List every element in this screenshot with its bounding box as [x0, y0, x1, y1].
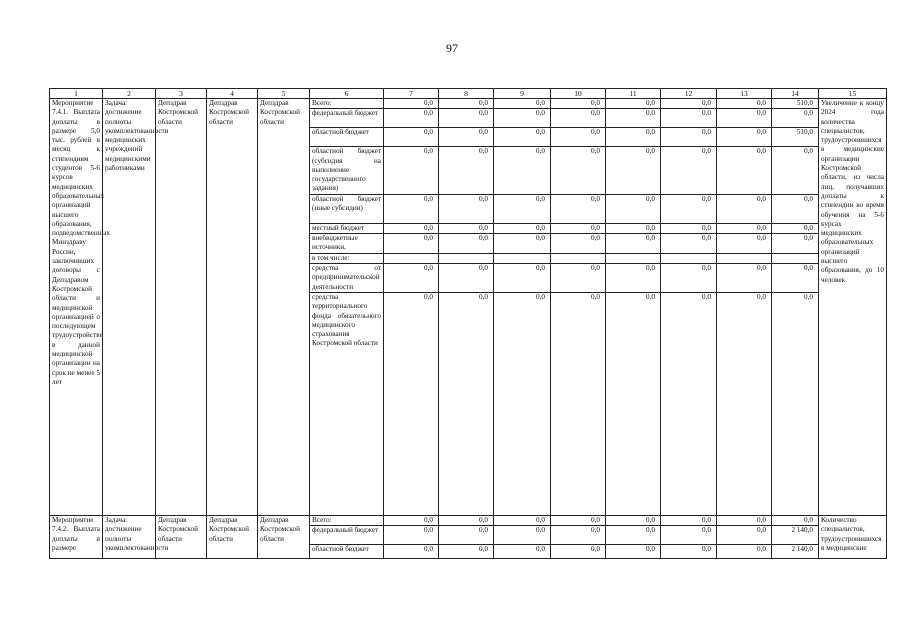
measure-7-4-2-value-year-7: 0,0	[717, 515, 772, 525]
measure-7-4-1-value-year-7: 0,0	[717, 263, 772, 292]
measure-7-4-1-value-year-7: 0,0	[717, 234, 772, 254]
measure-7-4-1-value-year-2: 0,0	[439, 99, 494, 109]
column-number-15: 15	[819, 89, 887, 99]
measure-7-4-2-value-year-1: 0,0	[384, 515, 439, 525]
measure-7-4-1-funding-source: внебюджетные источники,	[310, 234, 384, 254]
measure-7-4-1-value-year-5: 0,0	[606, 223, 661, 233]
measure-7-4-1-value-year-5: 0,0	[606, 99, 661, 109]
column-number-1: 1	[50, 89, 103, 99]
measure-7-4-1-value-year-1: 0,0	[384, 234, 439, 254]
measure-7-4-1-value-year-7	[717, 253, 772, 263]
measure-7-4-1-funding-source: областной бюджет	[310, 128, 384, 147]
column-number-7: 7	[384, 89, 439, 99]
measure-7-4-1-value-year-4: 0,0	[551, 109, 606, 128]
measure-7-4-1-value-year-3: 0,0	[494, 147, 551, 194]
measure-7-4-2-executor-1: Депздрав Костромской области	[156, 515, 207, 558]
measure-7-4-1-value-year-5: 0,0	[606, 234, 661, 254]
measure-7-4-2-measure-name: Мероприятие 7.4.2. Выплата доплаты в размере	[50, 515, 103, 558]
measure-7-4-1-funding-source: средства территориального фонда обязательного медицинского страхования Костромской области	[310, 292, 384, 515]
measure-7-4-1-value-year-1: 0,0	[384, 99, 439, 109]
measure-7-4-2-value-year-7: 0,0	[717, 545, 772, 559]
measure-7-4-2-value-year-3: 0,0	[494, 515, 551, 525]
measure-7-4-2-value-year-2: 0,0	[439, 515, 494, 525]
measure-7-4-1-value-year-2: 0,0	[439, 263, 494, 292]
measure-7-4-1-value-year-7: 0,0	[717, 128, 772, 147]
measure-7-4-1-value-year-3: 0,0	[494, 234, 551, 254]
measure-7-4-1-value-year-3: 0,0	[494, 263, 551, 292]
measure-7-4-1-value-year-5: 0,0	[606, 292, 661, 515]
column-number-2: 2	[103, 89, 156, 99]
measure-7-4-2-executor-2: Депздрав Костромской области	[207, 515, 258, 558]
measure-7-4-1-value-year-1: 0,0	[384, 147, 439, 194]
column-number-9: 9	[494, 89, 551, 99]
column-number-13: 13	[717, 89, 772, 99]
measure-7-4-1-value-year-8: 0,0	[772, 109, 819, 128]
measure-7-4-1-value-year-7: 0,0	[717, 292, 772, 515]
measure-7-4-1-value-year-4: 0,0	[551, 234, 606, 254]
measure-7-4-1-value-year-3: 0,0	[494, 223, 551, 233]
measure-7-4-1-value-year-7: 0,0	[717, 194, 772, 223]
column-number-6: 6	[310, 89, 384, 99]
measure-7-4-1-value-year-6: 0,0	[661, 292, 717, 515]
measure-7-4-1-funding-source: областной бюджет (субсидия на выполнение государственного задания)	[310, 147, 384, 194]
measure-7-4-1-value-year-8: 0,0	[772, 194, 819, 223]
column-number-12: 12	[661, 89, 717, 99]
measure-7-4-2-task: Задача: достижение полноты укомплектованности	[103, 515, 156, 558]
measure-7-4-1-value-year-6: 0,0	[661, 147, 717, 194]
measure-7-4-2-row	[50, 515, 887, 525]
measure-7-4-1-value-year-8: 510,0	[772, 99, 819, 109]
measure-7-4-1-expected-result: Увеличение к концу 2024 года количества специалистов, трудоустроившихся в медицинские организации Костромской области, из числа лиц, получавших доплаты к стипендии во время обучения на 5-6 курсах медицинских образовательных организаций высшего образования, до 10 человек	[819, 99, 887, 516]
measure-7-4-2-funding-source: Всего:	[310, 515, 384, 525]
measure-7-4-2-value-year-2: 0,0	[439, 526, 494, 545]
measure-7-4-1-value-year-7: 0,0	[717, 147, 772, 194]
measure-7-4-1-value-year-1	[384, 253, 439, 263]
measure-7-4-2-value-year-5: 0,0	[606, 526, 661, 545]
measure-7-4-2-value-year-5: 0,0	[606, 515, 661, 525]
measure-7-4-2-value-year-5: 0,0	[606, 545, 661, 559]
measure-7-4-1-value-year-2: 0,0	[439, 292, 494, 515]
measure-7-4-1-value-year-1: 0,0	[384, 223, 439, 233]
measure-7-4-1-value-year-8: 0,0	[772, 234, 819, 254]
measure-7-4-2-funding-source: федеральный бюджет	[310, 526, 384, 545]
program-table	[49, 88, 887, 559]
measure-7-4-2-value-year-8: 0,0	[772, 515, 819, 525]
measure-7-4-1-value-year-6: 0,0	[661, 194, 717, 223]
measure-7-4-1-value-year-6: 0,0	[661, 128, 717, 147]
measure-7-4-2-value-year-8: 2 140,0	[772, 545, 819, 559]
measure-7-4-1-value-year-5: 0,0	[606, 194, 661, 223]
measure-7-4-1-funding-source: средства от предпринимательской деятельности	[310, 263, 384, 292]
column-number-10: 10	[551, 89, 606, 99]
column-number-8: 8	[439, 89, 494, 99]
measure-7-4-1-value-year-6: 0,0	[661, 223, 717, 233]
measure-7-4-1-value-year-4: 0,0	[551, 99, 606, 109]
measure-7-4-1-value-year-6: 0,0	[661, 99, 717, 109]
measure-7-4-1-funding-source: в том числе:	[310, 253, 384, 263]
measure-7-4-1-value-year-1: 0,0	[384, 109, 439, 128]
measure-7-4-1-value-year-8: 510,0	[772, 128, 819, 147]
measure-7-4-2-expected-result: Количество специалистов, трудоустроившихся в медицинские	[819, 515, 887, 558]
measure-7-4-2-value-year-6: 0,0	[661, 515, 717, 525]
measure-7-4-1-value-year-3: 0,0	[494, 99, 551, 109]
measure-7-4-1-value-year-1: 0,0	[384, 263, 439, 292]
measure-7-4-1-value-year-3: 0,0	[494, 109, 551, 128]
measure-7-4-2-funding-source: областной бюджет	[310, 545, 384, 559]
measure-7-4-1-funding-source: федеральный бюджет	[310, 109, 384, 128]
measure-7-4-2-value-year-3: 0,0	[494, 526, 551, 545]
measure-7-4-1-executor-1: Депздрав Костромской области	[156, 99, 207, 516]
column-number-5: 5	[258, 89, 310, 99]
measure-7-4-1-funding-source: Всего:	[310, 99, 384, 109]
measure-7-4-1-value-year-7: 0,0	[717, 223, 772, 233]
measure-7-4-1-value-year-5: 0,0	[606, 147, 661, 194]
measure-7-4-1-value-year-5: 0,0	[606, 128, 661, 147]
measure-7-4-1-row	[50, 99, 887, 109]
measure-7-4-2-value-year-4: 0,0	[551, 545, 606, 559]
measure-7-4-1-value-year-8: 0,0	[772, 147, 819, 194]
measure-7-4-1-funding-source: местный бюджет	[310, 223, 384, 233]
measure-7-4-2-value-year-8: 2 140,0	[772, 526, 819, 545]
measure-7-4-1-value-year-2: 0,0	[439, 147, 494, 194]
measure-7-4-2-value-year-3: 0,0	[494, 545, 551, 559]
measure-7-4-1-value-year-5: 0,0	[606, 109, 661, 128]
measure-7-4-1-value-year-3: 0,0	[494, 292, 551, 515]
measure-7-4-1-value-year-5: 0,0	[606, 263, 661, 292]
measure-7-4-2-value-year-6: 0,0	[661, 545, 717, 559]
measure-7-4-1-value-year-6	[661, 253, 717, 263]
measure-7-4-2-value-year-1: 0,0	[384, 545, 439, 559]
column-number-3: 3	[156, 89, 207, 99]
measure-7-4-1-value-year-1: 0,0	[384, 194, 439, 223]
column-number-11: 11	[606, 89, 661, 99]
measure-7-4-2-value-year-6: 0,0	[661, 526, 717, 545]
measure-7-4-1-value-year-2: 0,0	[439, 223, 494, 233]
page-number: 97	[446, 41, 458, 55]
measure-7-4-1-value-year-5	[606, 253, 661, 263]
measure-7-4-1-value-year-4: 0,0	[551, 292, 606, 515]
measure-7-4-1-value-year-2: 0,0	[439, 128, 494, 147]
measure-7-4-1-value-year-4: 0,0	[551, 223, 606, 233]
measure-7-4-1-value-year-2: 0,0	[439, 234, 494, 254]
measure-7-4-1-value-year-8: 0,0	[772, 223, 819, 233]
measure-7-4-1-value-year-2: 0,0	[439, 194, 494, 223]
measure-7-4-1-value-year-1: 0,0	[384, 292, 439, 515]
measure-7-4-2-executor-3: Депздрав Костромской области	[258, 515, 310, 558]
measure-7-4-1-value-year-6: 0,0	[661, 263, 717, 292]
measure-7-4-2-value-year-7: 0,0	[717, 526, 772, 545]
measure-7-4-1-measure-name: Мероприятие 7.4.1. Выплата доплаты в размере 5,0 тыс. рублей в месяц к стипендиям студентов 5-6 курсов медицинских образовательных организаций высшего образования, подведомственных Минздраву России, заключивших договоры с Депздравом Костромской области и медицинской организацией о последующем трудоустройстве в данной медицинской организации на срок не менее 5 лет	[50, 99, 103, 516]
column-number-14: 14	[772, 89, 819, 99]
column-number-4: 4	[207, 89, 258, 99]
measure-7-4-1-task: Задача: достижение полноты укомплектованности медицинских учреждений медицинскими работниками	[103, 99, 156, 516]
measure-7-4-1-value-year-8	[772, 253, 819, 263]
measure-7-4-1-value-year-3: 0,0	[494, 194, 551, 223]
measure-7-4-1-value-year-4	[551, 253, 606, 263]
measure-7-4-1-executor-2: Депздрав Костромской области	[207, 99, 258, 516]
measure-7-4-1-value-year-3	[494, 253, 551, 263]
measure-7-4-1-value-year-6: 0,0	[661, 109, 717, 128]
measure-7-4-1-value-year-6: 0,0	[661, 234, 717, 254]
measure-7-4-1-value-year-4: 0,0	[551, 263, 606, 292]
measure-7-4-1-value-year-4: 0,0	[551, 194, 606, 223]
measure-7-4-1-value-year-7: 0,0	[717, 99, 772, 109]
measure-7-4-1-value-year-8: 0,0	[772, 292, 819, 515]
measure-7-4-1-executor-3: Депздрав Костромской области	[258, 99, 310, 516]
header-row	[50, 89, 887, 99]
measure-7-4-2-value-year-1: 0,0	[384, 526, 439, 545]
measure-7-4-1-value-year-7: 0,0	[717, 109, 772, 128]
measure-7-4-2-value-year-4: 0,0	[551, 515, 606, 525]
measure-7-4-2-value-year-4: 0,0	[551, 526, 606, 545]
measure-7-4-1-funding-source: областной бюджет (иные субсидии)	[310, 194, 384, 223]
measure-7-4-1-value-year-2	[439, 253, 494, 263]
measure-7-4-2-value-year-2: 0,0	[439, 545, 494, 559]
measure-7-4-1-value-year-4: 0,0	[551, 147, 606, 194]
measure-7-4-1-value-year-8: 0,0	[772, 263, 819, 292]
measure-7-4-1-value-year-4: 0,0	[551, 128, 606, 147]
measure-7-4-1-value-year-3: 0,0	[494, 128, 551, 147]
measure-7-4-1-value-year-2: 0,0	[439, 109, 494, 128]
measure-7-4-1-value-year-1: 0,0	[384, 128, 439, 147]
